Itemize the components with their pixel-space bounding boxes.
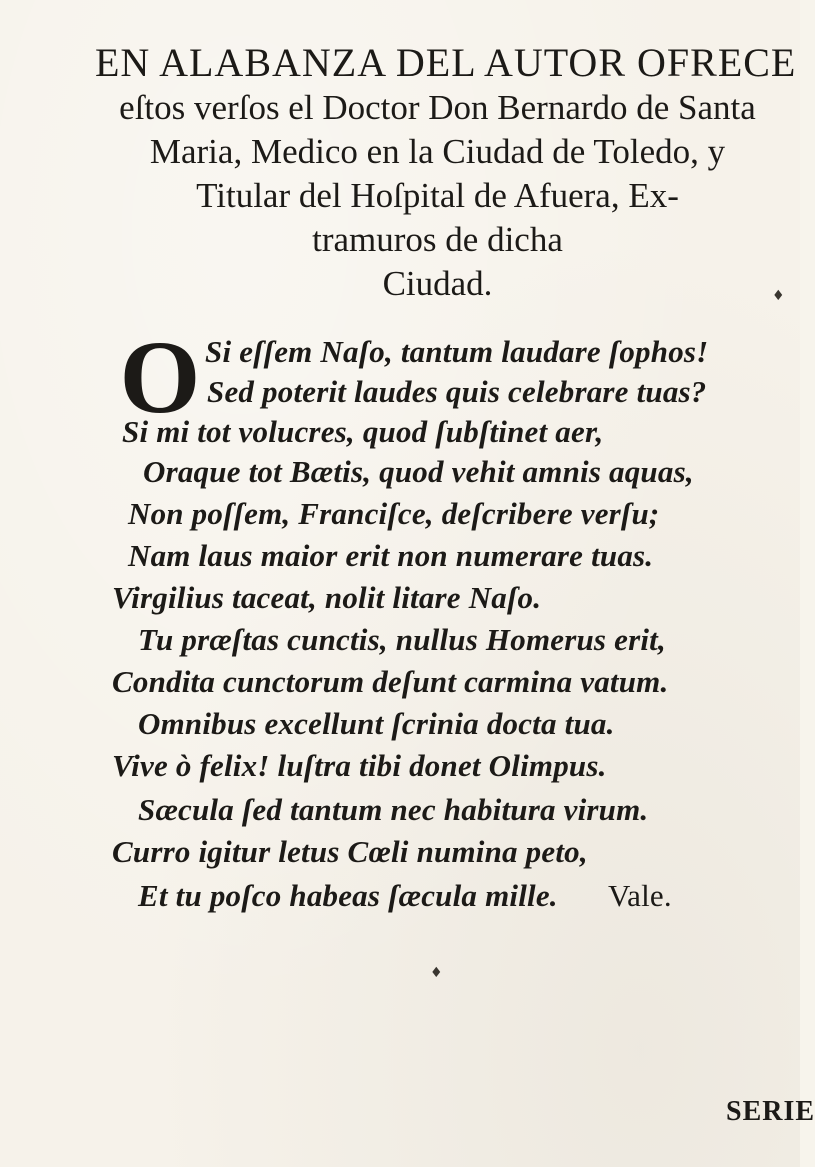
drop-cap-initial <box>118 320 202 435</box>
verse-line-3: Si mi tot volucres, quod ſubſtinet aer, <box>122 414 604 449</box>
heading-title: EN ALABANZA DEL AUTOR OFRECE <box>95 40 797 85</box>
verse-line-1: Si eſſem Naſo, tantum laudare ſophos! <box>205 334 709 369</box>
verse-line-5: Non poſſem, Franciſce, deſcribere verſu; <box>128 496 660 531</box>
closing-vale: Vale. <box>608 878 672 913</box>
heading-line-3: Titular del Hoſpital de Afuera, Ex- <box>196 176 679 215</box>
signature-mark: SERIE <box>726 1096 815 1127</box>
verse-line-8: Tu præſtas cunctis, nullus Homerus erit, <box>138 622 666 657</box>
verse-line-9: Condita cunctorum deſunt carmina vatum. <box>112 664 669 699</box>
heading-line-1: eſtos verſos el Doctor Don Bernardo de Santa <box>119 88 756 127</box>
fleuron-ornament: ♦ <box>430 965 443 981</box>
heading-line-5: Ciudad. <box>382 264 493 303</box>
verse-line-12: Sæcula ſed tantum nec habitura virum. <box>138 792 649 827</box>
verse-line-10: Omnibus excellunt ſcrinia docta tua. <box>138 706 615 741</box>
fleuron-ornament: ♦ <box>772 288 785 304</box>
verse-line-4: Oraque tot Bætis, quod vehit amnis aquas, <box>143 454 694 489</box>
heading-line-4: tramuros de dicha <box>312 220 563 259</box>
drop-cap-letter: O <box>119 320 201 435</box>
verse-line-6: Nam laus maior erit non numerare tuas. <box>128 538 654 573</box>
verse-line-2: Sed poterit laudes quis celebrare tuas? <box>207 374 707 409</box>
verse-line-13: Curro igitur letus Cœli numina peto, <box>112 834 588 869</box>
verse-line-14: Et tu poſco habeas ſæcula mille. <box>138 878 558 913</box>
heading-line-2: Maria, Medico en la Ciudad de Toledo, y <box>149 132 726 171</box>
dedication-heading <box>95 40 797 306</box>
verse-line-7: Virgilius taceat, nolit litare Naſo. <box>112 580 542 615</box>
verse-line-11: Vive ò felix! luſtra tibi donet Olimpus. <box>112 748 607 783</box>
